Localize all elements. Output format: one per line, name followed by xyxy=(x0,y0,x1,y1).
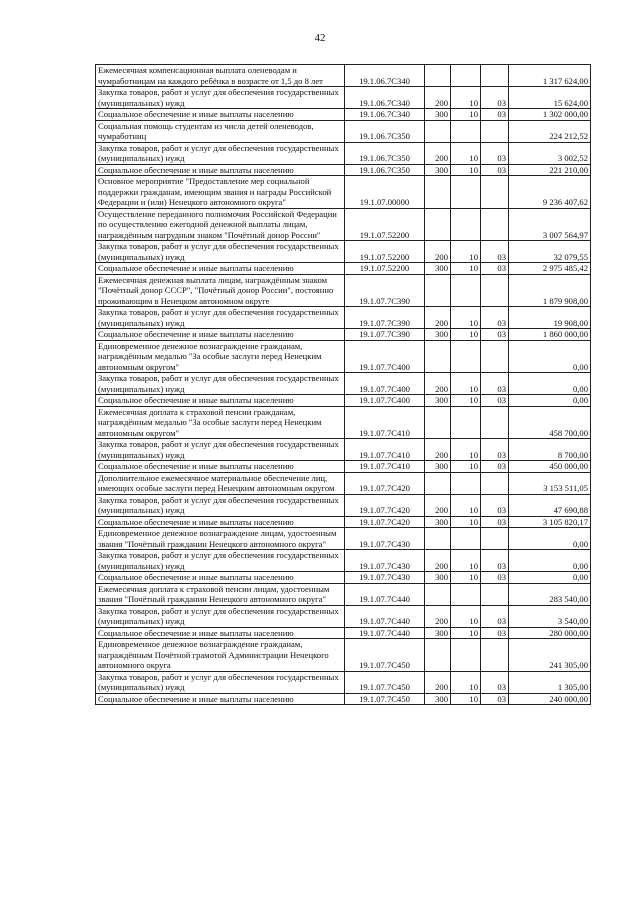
row-amount: 3 540,00 xyxy=(509,605,591,627)
row-amount: 1 302 000,00 xyxy=(509,109,591,121)
row-section xyxy=(451,120,481,142)
table-row xyxy=(96,472,591,494)
row-name: Социальное обеспечение и иные выплаты населению xyxy=(96,109,345,121)
row-code: 19.1.07.7С410 xyxy=(345,461,425,473)
row-section xyxy=(451,528,481,550)
row-name: Социальное обеспечение и иные выплаты населению xyxy=(96,395,345,407)
row-code: 19.1.07.52200 xyxy=(345,241,425,263)
row-name: Единовременное денежное вознаграждение гражданам, награждённым медалью "За особые заслуги перед Ненецким автономным округом" xyxy=(96,340,345,373)
row-expense-type xyxy=(425,528,451,550)
table-row xyxy=(96,263,591,275)
row-subsection xyxy=(481,528,509,550)
row-code: 19.1.07.7С420 xyxy=(345,472,425,494)
row-expense-type: 300 xyxy=(425,572,451,584)
row-code: 19.1.07.7С400 xyxy=(345,340,425,373)
row-subsection xyxy=(481,65,509,87)
table-row xyxy=(96,329,591,341)
table-row xyxy=(96,65,591,87)
row-code: 19.1.06.7С340 xyxy=(345,65,425,87)
row-section xyxy=(451,583,481,605)
row-name: Закупка товаров, работ и услуг для обеспечения государственных (муниципальных) нужд xyxy=(96,605,345,627)
table-row xyxy=(96,693,591,705)
row-amount: 283 540,00 xyxy=(509,583,591,605)
row-section: 10 xyxy=(451,516,481,528)
row-amount: 450 000,00 xyxy=(509,461,591,473)
row-subsection: 03 xyxy=(481,307,509,329)
row-subsection xyxy=(481,639,509,672)
row-expense-type: 200 xyxy=(425,550,451,572)
row-name: Социальное обеспечение и иные выплаты населению xyxy=(96,329,345,341)
row-section: 10 xyxy=(451,605,481,627)
table-row xyxy=(96,550,591,572)
row-section: 10 xyxy=(451,164,481,176)
row-code: 19.1.07.7С410 xyxy=(345,406,425,439)
row-amount: 224 212,52 xyxy=(509,120,591,142)
row-amount: 458 700,00 xyxy=(509,406,591,439)
row-code: 19.1.06.7С340 xyxy=(345,87,425,109)
row-expense-type: 300 xyxy=(425,627,451,639)
row-section: 10 xyxy=(451,627,481,639)
row-expense-type: 200 xyxy=(425,605,451,627)
table-row xyxy=(96,87,591,109)
row-subsection: 03 xyxy=(481,693,509,705)
table-row xyxy=(96,373,591,395)
row-code: 19.1.07.7С390 xyxy=(345,307,425,329)
table-row xyxy=(96,241,591,263)
row-amount: 240 000,00 xyxy=(509,693,591,705)
row-section xyxy=(451,340,481,373)
row-name: Ежемесячная доплата к страховой пенсии лицам, удостоенным звания "Почётный гражданин Ненецкого автономного округа" xyxy=(96,583,345,605)
table-row xyxy=(96,439,591,461)
budget-table xyxy=(95,64,591,705)
row-section xyxy=(451,65,481,87)
row-name: Социальное обеспечение и иные выплаты населению xyxy=(96,627,345,639)
row-expense-type: 300 xyxy=(425,164,451,176)
row-expense-type xyxy=(425,274,451,307)
row-amount: 3 002,52 xyxy=(509,142,591,164)
row-name: Основное мероприятие "Предоставление мер социальной поддержки гражданам, имеющим звания и награды Российской Федерации и (или) Ненецкого автономного округа" xyxy=(96,176,345,209)
row-section xyxy=(451,472,481,494)
row-code: 19.1.06.7С350 xyxy=(345,142,425,164)
row-subsection xyxy=(481,120,509,142)
table-row xyxy=(96,639,591,672)
row-amount: 2 975 485,42 xyxy=(509,263,591,275)
row-name: Единовременное денежное вознаграждение лицам, удостоенным звания "Почётный гражданин Ненецкого автономного округа" xyxy=(96,528,345,550)
row-expense-type: 200 xyxy=(425,241,451,263)
row-expense-type: 300 xyxy=(425,263,451,275)
row-section: 10 xyxy=(451,142,481,164)
table-row xyxy=(96,494,591,516)
row-section: 10 xyxy=(451,87,481,109)
row-code: 19.1.07.7С420 xyxy=(345,516,425,528)
row-expense-type: 300 xyxy=(425,329,451,341)
row-section: 10 xyxy=(451,109,481,121)
row-expense-type xyxy=(425,65,451,87)
row-expense-type xyxy=(425,120,451,142)
row-name: Закупка товаров, работ и услуг для обеспечения государственных (муниципальных) нужд xyxy=(96,241,345,263)
row-section: 10 xyxy=(451,263,481,275)
row-expense-type: 200 xyxy=(425,87,451,109)
row-amount: 1 305,00 xyxy=(509,671,591,693)
row-name: Ежемесячная доплата к страховой пенсии гражданам, награждённым медалью "За особые заслуги перед Ненецким автономным округом" xyxy=(96,406,345,439)
table-row xyxy=(96,395,591,407)
row-code: 19.1.07.7С450 xyxy=(345,671,425,693)
table-row xyxy=(96,627,591,639)
row-name: Закупка товаров, работ и услуг для обеспечения государственных (муниципальных) нужд xyxy=(96,671,345,693)
row-name: Закупка товаров, работ и услуг для обеспечения государственных (муниципальных) нужд xyxy=(96,550,345,572)
row-expense-type: 200 xyxy=(425,142,451,164)
row-section xyxy=(451,208,481,241)
row-name: Социальное обеспечение и иные выплаты населению xyxy=(96,263,345,275)
row-expense-type: 200 xyxy=(425,373,451,395)
row-amount: 3 105 820,17 xyxy=(509,516,591,528)
row-expense-type: 300 xyxy=(425,516,451,528)
row-expense-type xyxy=(425,340,451,373)
row-amount: 3 007 564,97 xyxy=(509,208,591,241)
row-section: 10 xyxy=(451,439,481,461)
table-row xyxy=(96,274,591,307)
row-code: 19.1.07.7С440 xyxy=(345,605,425,627)
row-code: 19.1.07.7С420 xyxy=(345,494,425,516)
table-row xyxy=(96,583,591,605)
row-subsection: 03 xyxy=(481,572,509,584)
row-expense-type: 300 xyxy=(425,395,451,407)
row-amount: 241 305,00 xyxy=(509,639,591,672)
row-code: 19.1.07.7С440 xyxy=(345,627,425,639)
table-row xyxy=(96,109,591,121)
row-code: 19.1.07.7С450 xyxy=(345,693,425,705)
row-amount: 0,00 xyxy=(509,528,591,550)
row-subsection: 03 xyxy=(481,516,509,528)
table-row xyxy=(96,340,591,373)
row-subsection: 03 xyxy=(481,109,509,121)
row-code: 19.1.06.7С350 xyxy=(345,120,425,142)
row-section: 10 xyxy=(451,329,481,341)
row-expense-type xyxy=(425,208,451,241)
row-section: 10 xyxy=(451,373,481,395)
row-name: Социальная помощь студентам из числа детей оленеводов, чумработниц xyxy=(96,120,345,142)
row-section: 10 xyxy=(451,307,481,329)
row-code: 19.1.07.52200 xyxy=(345,208,425,241)
row-subsection: 03 xyxy=(481,550,509,572)
row-subsection xyxy=(481,583,509,605)
row-subsection: 03 xyxy=(481,494,509,516)
row-subsection: 03 xyxy=(481,263,509,275)
row-subsection: 03 xyxy=(481,671,509,693)
row-subsection: 03 xyxy=(481,627,509,639)
row-subsection xyxy=(481,340,509,373)
row-section xyxy=(451,639,481,672)
row-name: Закупка товаров, работ и услуг для обеспечения государственных (муниципальных) нужд xyxy=(96,87,345,109)
row-code: 19.1.07.7С430 xyxy=(345,550,425,572)
row-subsection: 03 xyxy=(481,142,509,164)
row-code: 19.1.07.7С430 xyxy=(345,572,425,584)
row-subsection xyxy=(481,406,509,439)
page-number: 42 xyxy=(314,32,326,44)
row-name: Закупка товаров, работ и услуг для обеспечения государственных (муниципальных) нужд xyxy=(96,142,345,164)
row-section: 10 xyxy=(451,461,481,473)
row-code: 19.1.07.52200 xyxy=(345,263,425,275)
row-name: Социальное обеспечение и иные выплаты населению xyxy=(96,164,345,176)
row-subsection: 03 xyxy=(481,605,509,627)
row-code: 19.1.07.7С410 xyxy=(345,439,425,461)
row-name: Социальное обеспечение и иные выплаты населению xyxy=(96,572,345,584)
row-amount: 1 317 624,00 xyxy=(509,65,591,87)
row-subsection xyxy=(481,472,509,494)
row-name: Закупка товаров, работ и услуг для обеспечения государственных (муниципальных) нужд xyxy=(96,307,345,329)
row-section: 10 xyxy=(451,572,481,584)
row-section: 10 xyxy=(451,395,481,407)
row-name: Ежемесячная компенсационная выплата оленеводам и чумработницам на каждого ребёнка в возрасте от 1,5 до 8 лет xyxy=(96,65,345,87)
row-subsection: 03 xyxy=(481,329,509,341)
row-subsection: 03 xyxy=(481,164,509,176)
row-name: Единовременное денежное вознаграждение гражданам, награждённым Почётной грамотой Администрации Ненецкого автономного округа xyxy=(96,639,345,672)
row-section: 10 xyxy=(451,241,481,263)
row-code: 19.1.07.7С430 xyxy=(345,528,425,550)
table-row xyxy=(96,671,591,693)
row-amount: 0,00 xyxy=(509,373,591,395)
row-name: Осуществление переданного полномочия Российской Федерации по осуществлению ежегодной денежной выплаты лицам, награждённым нагрудным знаком "Почётный донор России" xyxy=(96,208,345,241)
table-row xyxy=(96,605,591,627)
row-expense-type xyxy=(425,583,451,605)
row-amount: 1 860 000,00 xyxy=(509,329,591,341)
row-expense-type xyxy=(425,176,451,209)
row-name: Закупка товаров, работ и услуг для обеспечения государственных (муниципальных) нужд xyxy=(96,373,345,395)
row-expense-type: 300 xyxy=(425,693,451,705)
row-amount: 15 624,00 xyxy=(509,87,591,109)
row-code: 19.1.07.7С390 xyxy=(345,329,425,341)
row-name: Закупка товаров, работ и услуг для обеспечения государственных (муниципальных) нужд xyxy=(96,494,345,516)
row-amount: 0,00 xyxy=(509,572,591,584)
row-amount: 221 210,00 xyxy=(509,164,591,176)
row-code: 19.1.06.7С350 xyxy=(345,164,425,176)
table-row xyxy=(96,142,591,164)
row-amount: 3 153 511,05 xyxy=(509,472,591,494)
table-row xyxy=(96,528,591,550)
row-subsection: 03 xyxy=(481,241,509,263)
row-expense-type: 200 xyxy=(425,494,451,516)
row-amount: 280 000,00 xyxy=(509,627,591,639)
row-subsection xyxy=(481,274,509,307)
table-row xyxy=(96,176,591,209)
table-row xyxy=(96,572,591,584)
row-name: Закупка товаров, работ и услуг для обеспечения государственных (муниципальных) нужд xyxy=(96,439,345,461)
row-section: 10 xyxy=(451,671,481,693)
row-subsection: 03 xyxy=(481,87,509,109)
row-code: 19.1.07.7С450 xyxy=(345,639,425,672)
row-name: Социальное обеспечение и иные выплаты населению xyxy=(96,516,345,528)
row-expense-type: 200 xyxy=(425,439,451,461)
row-amount: 0,00 xyxy=(509,550,591,572)
row-code: 19.1.07.00000 xyxy=(345,176,425,209)
table-row xyxy=(96,516,591,528)
row-amount: 19 908,00 xyxy=(509,307,591,329)
row-amount: 0,00 xyxy=(509,395,591,407)
table-row xyxy=(96,164,591,176)
row-subsection: 03 xyxy=(481,439,509,461)
row-section xyxy=(451,274,481,307)
row-subsection xyxy=(481,208,509,241)
row-amount: 32 079,55 xyxy=(509,241,591,263)
row-amount: 0,00 xyxy=(509,340,591,373)
row-code: 19.1.07.7С440 xyxy=(345,583,425,605)
row-subsection xyxy=(481,176,509,209)
row-amount: 1 879 908,00 xyxy=(509,274,591,307)
row-name: Социальное обеспечение и иные выплаты населению xyxy=(96,693,345,705)
row-expense-type xyxy=(425,406,451,439)
table-row xyxy=(96,120,591,142)
row-code: 19.1.07.7С400 xyxy=(345,373,425,395)
row-section: 10 xyxy=(451,693,481,705)
row-code: 19.1.07.7С390 xyxy=(345,274,425,307)
row-subsection: 03 xyxy=(481,461,509,473)
row-expense-type: 200 xyxy=(425,307,451,329)
table-row xyxy=(96,208,591,241)
row-code: 19.1.06.7С340 xyxy=(345,109,425,121)
row-amount: 47 690,88 xyxy=(509,494,591,516)
row-amount: 9 236 407,62 xyxy=(509,176,591,209)
row-subsection: 03 xyxy=(481,395,509,407)
row-section: 10 xyxy=(451,550,481,572)
row-name: Дополнительное ежемесячное материальное обеспечение лиц, имеющих особые заслуги перед Ненецким автономным округом xyxy=(96,472,345,494)
row-section xyxy=(451,176,481,209)
row-expense-type xyxy=(425,472,451,494)
row-expense-type: 200 xyxy=(425,671,451,693)
row-amount: 8 700,00 xyxy=(509,439,591,461)
table-row xyxy=(96,307,591,329)
row-expense-type xyxy=(425,639,451,672)
row-expense-type: 300 xyxy=(425,109,451,121)
table-row xyxy=(96,406,591,439)
row-expense-type: 300 xyxy=(425,461,451,473)
row-section: 10 xyxy=(451,494,481,516)
row-name: Социальное обеспечение и иные выплаты населению xyxy=(96,461,345,473)
row-code: 19.1.07.7С400 xyxy=(345,395,425,407)
table-row xyxy=(96,461,591,473)
row-subsection: 03 xyxy=(481,373,509,395)
budget-table-body xyxy=(96,65,591,705)
row-name: Ежемесячная денежная выплата лицам, награждённым знаком "Почётный донор СССР", "Почётный донор России", постоянно проживающим в Ненецком автономном округе xyxy=(96,274,345,307)
row-section xyxy=(451,406,481,439)
